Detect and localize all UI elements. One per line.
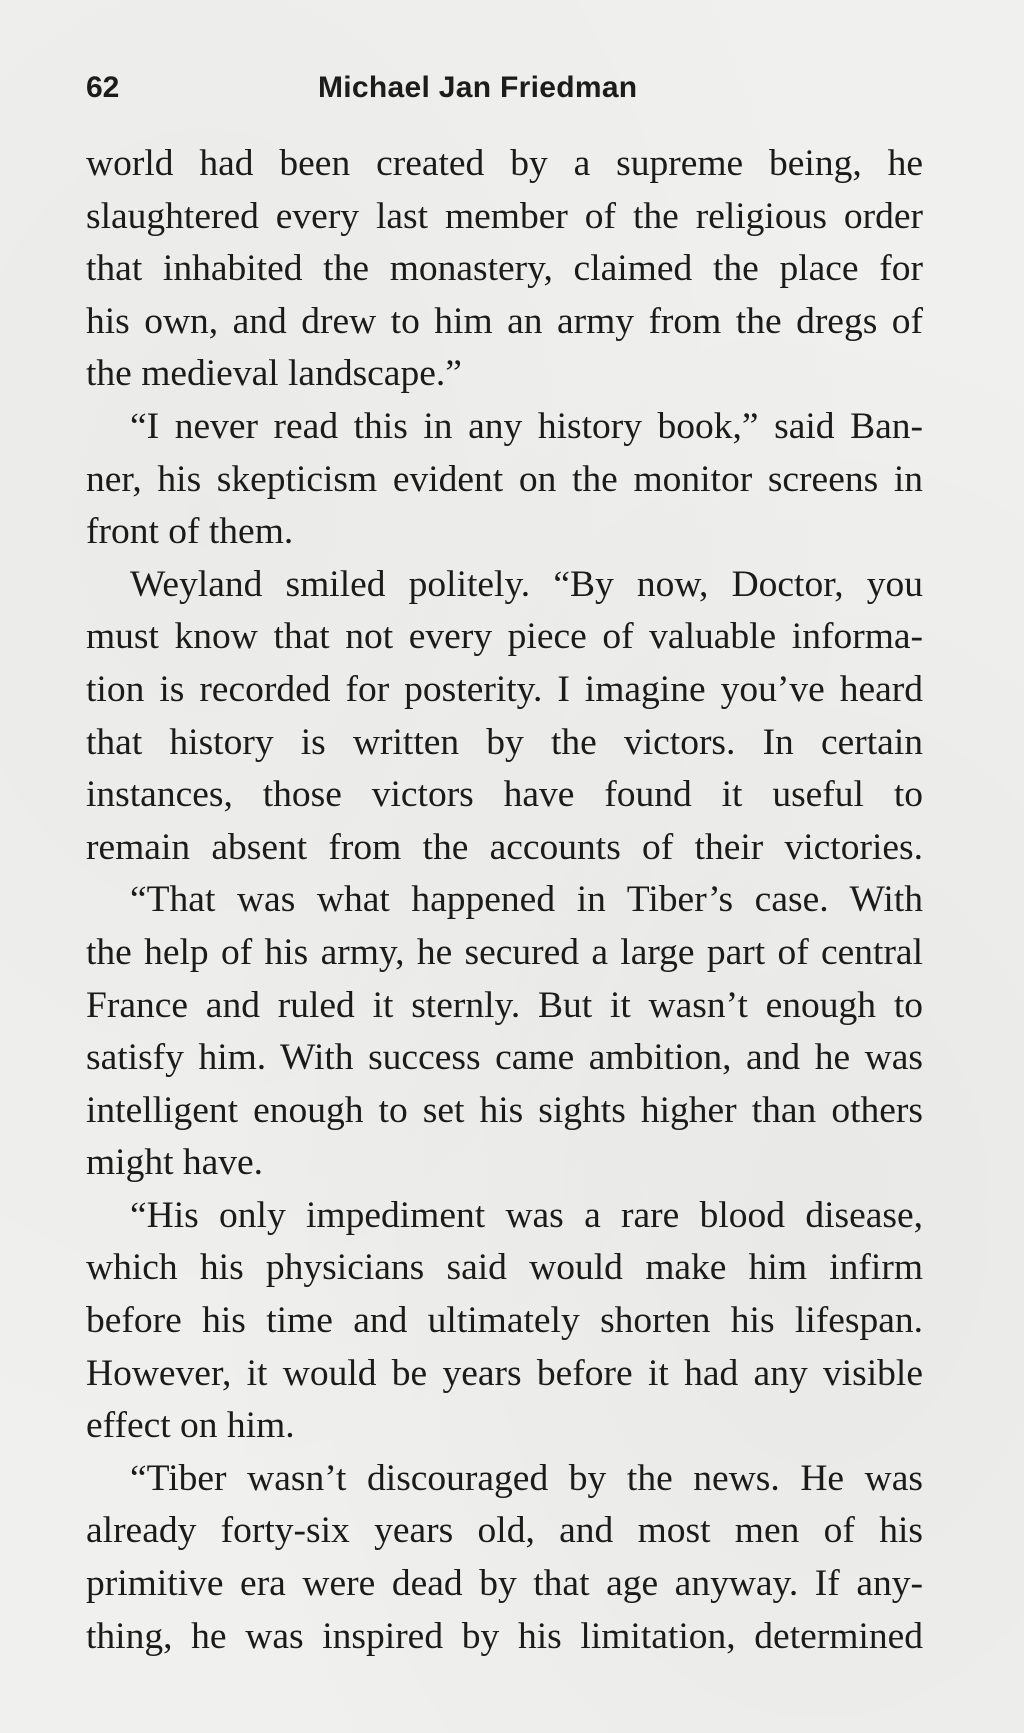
text-line: world had been created by a supreme being, he [86,143,923,184]
text-line: must know that not every piece of valuable informa- [86,616,923,658]
text-line: intelligent enough to set his sights higher than others [86,1089,923,1131]
text-line: However, it would be years before it had any visible [86,1352,923,1394]
text-line-paragraph-start: “Tiber wasn’t discouraged by the news. He was [130,1457,923,1499]
text-line-paragraph-start: “His only impediment was a rare blood disease, [130,1194,923,1236]
text-line: that history is written by the victors. In certain [86,721,923,763]
text-line-paragraph-start: “I never read this in any history book,” said Ban- [130,405,923,447]
text-line: the medieval landscape.” [86,353,462,395]
text-line-paragraph-start: Weyland smiled politely. “By now, Doctor, you [130,563,923,605]
text-line: France and ruled it sternly. But it wasn’t enough to [86,984,923,1026]
page-number: 62 [86,71,120,104]
text-line: front of them. [86,511,294,553]
text-line: that inhabited the monastery, claimed the place for [86,248,923,290]
page-header [86,66,926,110]
text-line: remain absent from the accounts of their victories. [86,826,923,868]
running-head-author: Michael Jan Friedman [318,71,638,104]
text-line: his own, and drew to him an army from the dregs of [86,300,923,342]
text-line: which his physicians said would make him infirm [86,1247,923,1289]
text-line: effect on him. [86,1405,295,1447]
text-line: before his time and ultimately shorten his lifespan. [86,1300,923,1342]
text-line: satisfy him. With success came ambition, and he was [86,1037,923,1079]
text-line: thing, he was inspired by his limitation, determined [86,1615,923,1657]
text-line: ner, his skepticism evident on the monitor screens in [86,458,923,500]
text-line: primitive era were dead by that age anyway. If any- [86,1563,923,1605]
text-line: the help of his army, he secured a large part of central [86,931,923,973]
text-line: slaughtered every last member of the religious order [86,195,923,237]
text-line: tion is recorded for posterity. I imagine you’ve heard [86,668,923,710]
body-text [86,138,923,1663]
text-line: might have. [86,1142,264,1184]
text-line-paragraph-start: “That was what happened in Tiber’s case. With [130,879,923,921]
text-line: instances, those victors have found it useful to [86,774,923,816]
text-line: already forty-six years old, and most men of his [86,1510,923,1552]
